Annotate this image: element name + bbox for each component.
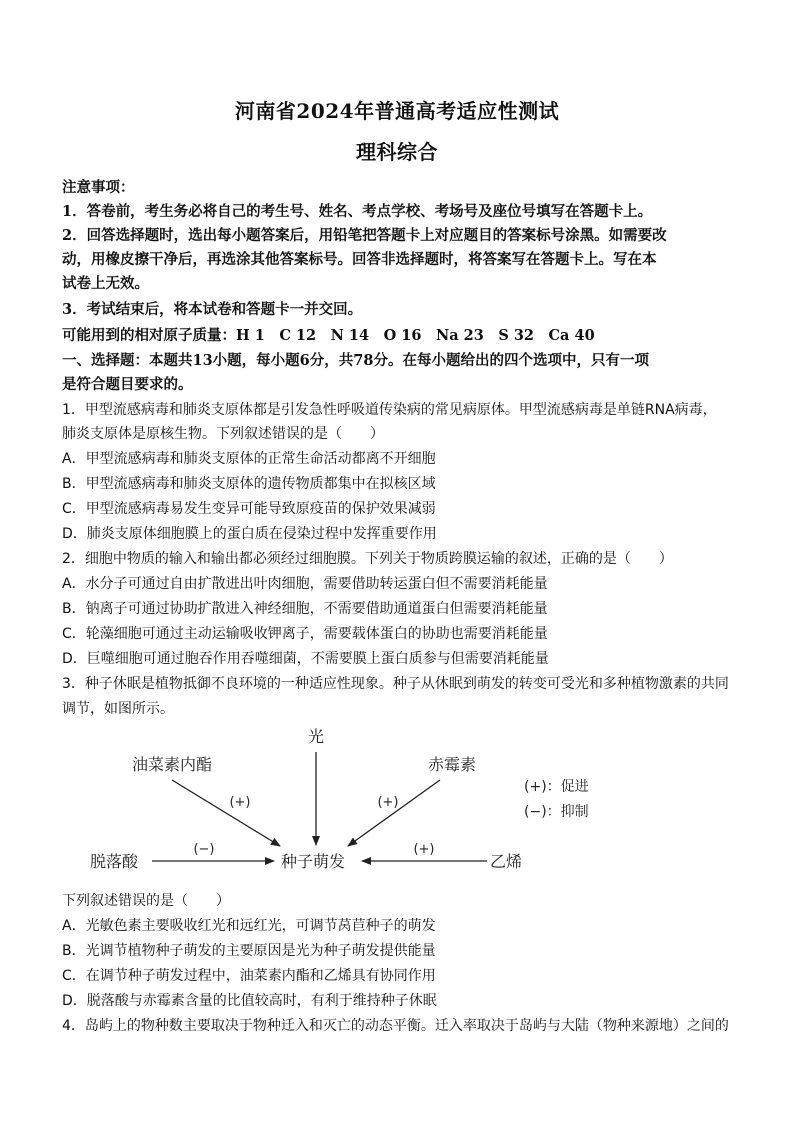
sign-aba: (−)	[193, 842, 215, 857]
q1-option-a: A．甲型流感病毒和肺炎支原体的正常生命活动都离不开细胞	[62, 451, 436, 467]
note-2-line-3: 试卷上无效。	[62, 275, 149, 292]
q2-option-b: B．钠离子可通过协助扩散进入神经细胞，不需要借助通道蛋白但需要消耗能量	[62, 601, 548, 617]
section-heading-line-1: 一、选择题：本题共13小题，每小题6分，共78分。在每小题给出的四个选项中，只有一项	[62, 352, 649, 369]
notes-heading: 注意事项：	[62, 179, 135, 196]
label-aba: 脱落酸	[89, 852, 139, 871]
sign-brassinolide: (+)	[229, 795, 251, 810]
atomic-masses: 可能用到的相对原子质量：H 1 C 12 N 14 O 16 Na 23 S 32 Ca 40	[62, 327, 595, 344]
q1-option-c: C．甲型流感病毒易发生变异可能导致原疫苗的保护效果减弱	[62, 501, 436, 517]
germination-diagram	[62, 718, 589, 882]
q1-option-d: D．肺炎支原体细胞膜上的蛋白质在侵染过程中发挥重要作用	[62, 526, 437, 542]
legend-inhibit: (−)：抑制	[524, 804, 589, 820]
label-brassinolide: 油菜素内酯	[131, 755, 213, 774]
q2-option-a: A．水分子可通过自由扩散进出叶肉细胞，需要借助转运蛋白但不需要消耗能量	[62, 576, 548, 592]
sign-ethylene: (+)	[413, 842, 435, 857]
sign-gibberellin: (+)	[377, 795, 399, 810]
arrow-brassinolide	[172, 780, 280, 846]
exam-subject: 理科综合	[356, 140, 438, 164]
section-heading-line-2: 是符合题目要求的。	[62, 376, 193, 393]
note-1: 1．答卷前，考生务必将自己的考生号、姓名、考点学校、考场号及座位号填写在答题卡上。	[62, 203, 653, 220]
label-germination: 种子萌发	[280, 852, 346, 871]
note-2-line-1: 2．回答选择题时，选出每小题答案后，用铅笔把答题卡上对应题目的答案标号涂黑。如需要改	[62, 227, 667, 244]
q3-ask: 下列叙述错误的是（ ）	[62, 893, 230, 909]
arrow-gibberellin	[348, 780, 440, 846]
exam-title: 河南省2024年普通高考适应性测试	[234, 99, 560, 123]
note-3: 3．考试结束后，将本试卷和答题卡一并交回。	[62, 301, 363, 318]
label-ethylene: 乙烯	[489, 852, 523, 871]
q3-option-c: C．在调节种子萌发过程中，油菜素内酯和乙烯具有协同作用	[62, 968, 436, 984]
legend-promote: (+)：促进	[524, 779, 589, 795]
q1-stem-line-2: 肺炎支原体是原核生物。下列叙述错误的是（ ）	[62, 426, 384, 442]
note-2-line-2: 动，用橡皮擦干净后，再选涂其他答案标号。回答非选择题时，将答案写在答题卡上。写在本	[62, 251, 657, 268]
label-light: 光	[307, 727, 325, 746]
q4-stem: 4．岛屿上的物种数主要取决于物种迁入和灭亡的动态平衡。迁入率取决于岛屿与大陆（物种来源地）之间的	[62, 1018, 729, 1034]
q1-stem-line-1: 1．甲型流感病毒和肺炎支原体都是引发急性呼吸道传染病的常见病原体。甲型流感病毒是单链RNA病毒，	[62, 402, 717, 418]
q3-option-d: D．脱落酸与赤霉素含量的比值较高时，有利于维持种子休眠	[62, 993, 437, 1009]
label-gibberellin: 赤霉素	[427, 755, 477, 774]
q3-stem-line-1: 3．种子休眠是植物抵御不良环境的一种适应性现象。种子从休眠到萌发的转变可受光和多种植物激素的共同	[62, 676, 729, 692]
q2-option-d: D．巨噬细胞可通过胞吞作用吞噬细菌，不需要膜上蛋白质参与但需要消耗能量	[62, 651, 549, 667]
q3-stem-line-2: 调节，如图所示。	[62, 701, 174, 717]
q2-option-c: C．轮藻细胞可通过主动运输吸收钾离子，需要载体蛋白的协助也需要消耗能量	[62, 626, 548, 642]
q2-stem: 2．细胞中物质的输入和输出都必须经过细胞膜。下列关于物质跨膜运输的叙述，正确的是（ ）	[62, 551, 673, 567]
q1-option-b: B．甲型流感病毒和肺炎支原体的遗传物质都集中在拟核区域	[62, 476, 436, 492]
q3-option-a: A．光敏色素主要吸收红光和远红光，可调节莴苣种子的萌发	[62, 918, 436, 934]
q3-option-b: B．光调节植物种子萌发的主要原因是光为种子萌发提供能量	[62, 943, 436, 959]
